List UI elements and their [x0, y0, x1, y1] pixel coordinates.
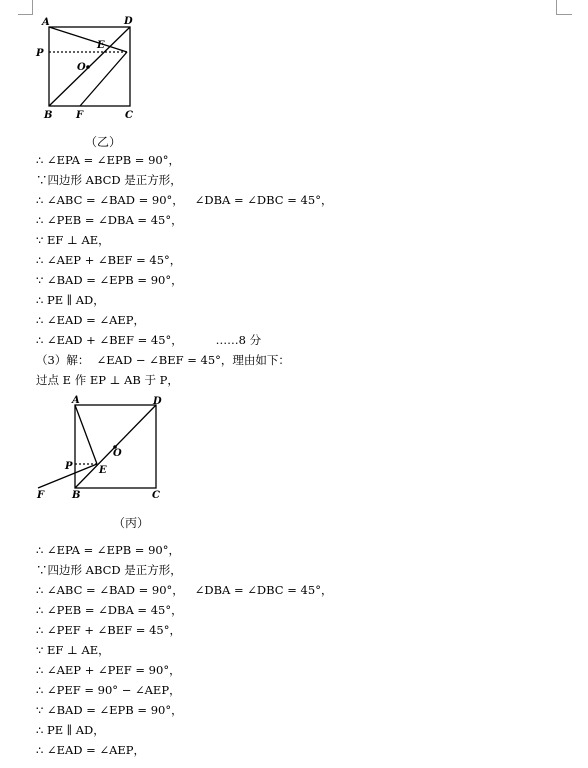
fig-bing-label-d: D — [153, 396, 162, 407]
proof-line: ∵ ∠BAD = ∠EPB = 90°， — [36, 703, 183, 717]
proof-line: ∴ PE ∥ AD， — [36, 293, 105, 307]
proof-line: ∴ ∠ABC = ∠BAD = 90°， ∠DBA = ∠DBC = 45°， — [36, 193, 333, 207]
figure-bing — [30, 390, 170, 505]
segment-ae — [49, 27, 127, 52]
proof-line: ∴ ∠AEP + ∠PEF = 90°， — [36, 663, 181, 677]
fig-bing-label-b: B — [72, 490, 81, 501]
fig-bing-label-a: A — [72, 395, 80, 406]
proof-line: ∴ ∠PEF + ∠BEF = 45°， — [36, 623, 181, 637]
proof-line: ∴ ∠EAD = ∠AEP， — [36, 743, 146, 757]
fig-bing-label-e: E — [99, 465, 107, 476]
proof-line: ∵ EF ⊥ AE， — [36, 233, 110, 247]
fig-yi-label-a: A — [42, 17, 50, 28]
point-o — [86, 65, 90, 69]
fig-bing-label-o: O — [113, 448, 122, 459]
proof-line: ∴ ∠EAD + ∠BEF = 45°， ……8 分 — [36, 333, 262, 347]
proof-line: ∴ ∠AEP + ∠BEF = 45°， — [36, 253, 182, 267]
segment-ef — [80, 52, 127, 106]
fig-yi-label-d: D — [124, 16, 133, 27]
proof-line: ∴ ∠EAD = ∠AEP， — [36, 313, 146, 327]
fig-yi-label-e: E — [97, 40, 105, 51]
proof-line: ∴ ∠ABC = ∠BAD = 90°， ∠DBA = ∠DBC = 45°， — [36, 583, 333, 597]
proof-line: ∴ ∠PEB = ∠DBA = 45°， — [36, 213, 183, 227]
proof-line: ∴ ∠EPA = ∠EPB = 90°， — [36, 543, 180, 557]
figure-yi — [30, 10, 150, 125]
fig-bing-label-c: C — [152, 490, 160, 501]
page-corner-mark-right-h — [556, 14, 572, 15]
page-corner-mark-right — [556, 0, 557, 14]
proof-line: ∴ ∠EPA = ∠EPB = 90°， — [36, 153, 180, 167]
fig-bing-label-p: P — [65, 461, 73, 472]
proof-line: ∵四边形 ABCD 是正方形， — [36, 563, 182, 577]
part3-heading: （3）解： ∠EAD − ∠BEF = 45°，理由如下： — [36, 353, 290, 367]
fig-yi-label-o: O — [77, 62, 86, 73]
proof-line: ∵四边形 ABCD 是正方形， — [36, 173, 182, 187]
figure-yi-caption: （乙） — [85, 135, 122, 149]
fig-yi-label-c: C — [125, 110, 133, 121]
fig-yi-label-p: P — [36, 48, 44, 59]
proof-line: ∵ EF ⊥ AE， — [36, 643, 110, 657]
figure-bing-caption: （丙） — [113, 516, 150, 530]
segment-ae — [75, 405, 97, 464]
proof-line: ∴ PE ∥ AD， — [36, 723, 105, 737]
proof-line: ∴ ∠PEB = ∠DBA = 45°， — [36, 603, 183, 617]
proof-line: ∵ ∠BAD = ∠EPB = 90°， — [36, 273, 183, 287]
fig-yi-label-f: F — [76, 110, 84, 121]
fig-yi-label-b: B — [44, 110, 53, 121]
proof-line: ∴ ∠PEF = 90° − ∠AEP， — [36, 683, 181, 697]
part3-construction: 过点 E 作 EP ⊥ AB 于 P， — [36, 373, 179, 387]
fig-bing-label-f: F — [37, 490, 45, 501]
